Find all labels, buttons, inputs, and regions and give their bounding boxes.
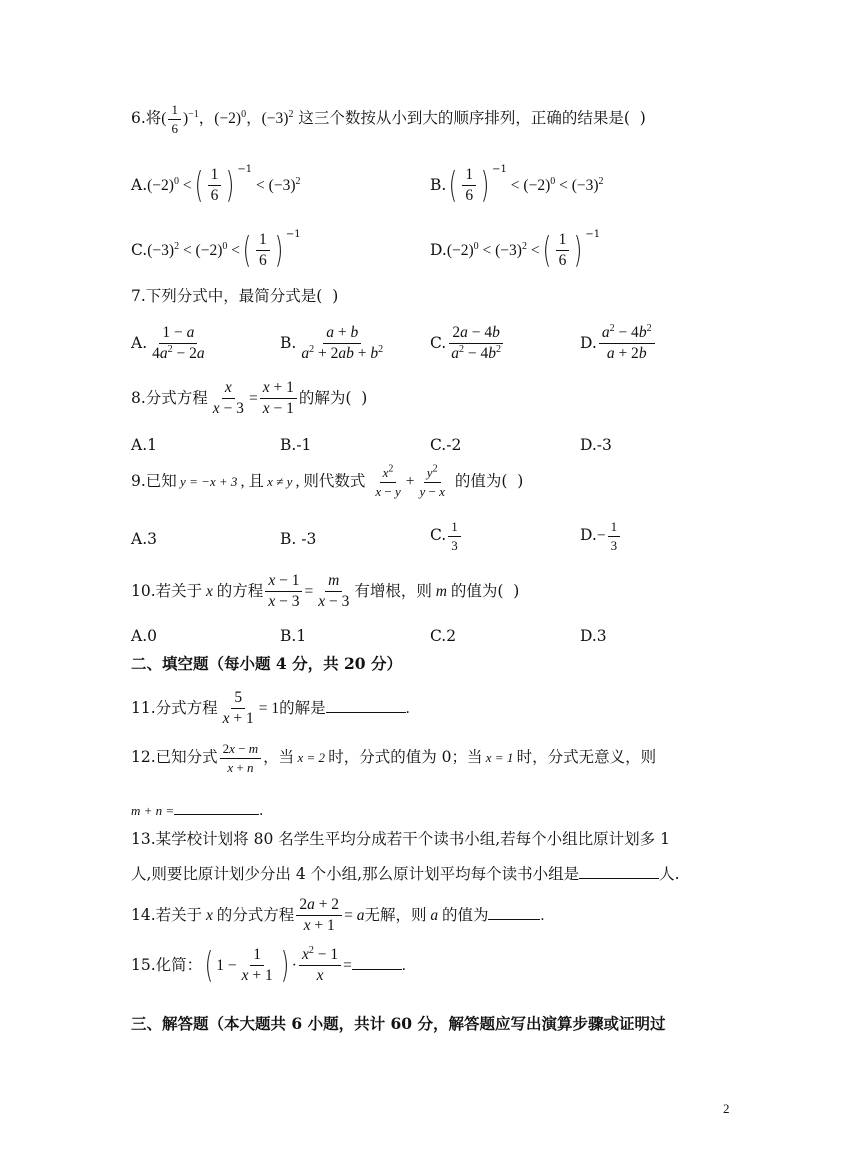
question-6: 6.将( $\frac{1}{6}$ )$^{-1}$，$(-2)^0$，$(-3)^2$ 这三个数按从小到大的顺序排列，正确的结果是( ) <box>131 102 646 136</box>
q9-option-d: D.− $\frac{1}{3}$ <box>580 520 622 552</box>
question-12: 12.已知分式 $\frac{2x - m}{x + n}$ ，当 x = 2 时，分式的值为 0；当 x = 1 时，分式无意义，则 <box>131 741 657 775</box>
q8-option-d: D.-3 <box>580 436 612 454</box>
answer-blank <box>174 800 259 815</box>
q6-option-c: $C.(-3)^2 < (-2)^0$ <( $\frac{1}{6}$ ) $^{-1}$ <box>131 228 301 271</box>
q9-option-c: C. $\frac{1}{3}$ <box>430 520 463 552</box>
question-13-line-1: 13.某学校计划将 80 名学生平均分成若干个读书小组,若每个小组比原计划多 1 <box>131 830 670 848</box>
answer-blank <box>326 698 406 713</box>
q6-option-b: B.( $\frac{1}{6}$ ) $^{-1} < (-2)^0 < (-3)^2$ <box>430 163 604 206</box>
question-7: 7.下列分式中，最简分式是( ) <box>131 287 339 305</box>
question-9: 9.已知 y = −x + 3 , 且 x ≠ y , 则代数式 $\frac{x^2}{x - y}$ + $\frac{y^2}{y - x}$ 的值为( ) <box>131 463 524 499</box>
question-14: 14.若关于 x 的分式方程 $\frac{2a + 2}{x + 1}$ = a无解，则 a 的值为 . <box>131 896 545 935</box>
q10-option-b: B.1 <box>280 627 307 645</box>
question-12-answer: m + n = . <box>131 802 264 819</box>
q9-option-a: A.3 <box>131 530 157 548</box>
answer-blank <box>488 905 540 920</box>
q10-option-d: D.3 <box>580 627 607 645</box>
q8-option-c: C.-2 <box>430 436 462 454</box>
page-number: 2 <box>723 1101 730 1116</box>
q6-text: 这三个数按从小到大的顺序排列，正确的结果是( ) <box>298 109 646 128</box>
q7-option-a: A. $\frac{1 - a}{4a^2 - 2a}$ <box>131 324 205 363</box>
q10-option-c: C.2 <box>430 627 457 645</box>
q9-option-b: B. -3 <box>280 530 317 548</box>
section-2-heading: 二、填空题（每小题 4 分，共 20 分） <box>131 654 402 673</box>
section-3-heading: 三、解答题（本大题共 6 小题，共计 60 分，解答题应写出演算步骤或证明过 <box>131 1014 666 1033</box>
q7-option-b: B. $\frac{a + b}{a^2 + 2ab + b^2}$ <box>280 324 384 363</box>
q8-option-b: B.-1 <box>280 436 312 454</box>
q6-option-a: $A.(-2)^0$ <( $\frac{1}{6}$ ) $^{-1} < (-3)^2$ <box>131 163 301 206</box>
q6-option-d: $D.(-2)^0 < (-3)^2$ <( $\frac{1}{6}$ ) $^{-1}$ <box>430 228 601 271</box>
q7-option-d: D. $\frac{a^2 - 4b^2}{a + 2b}$ <box>580 325 657 363</box>
q8-option-a: A.1 <box>131 436 157 454</box>
answer-blank <box>352 955 402 970</box>
question-8: 8.分式方程 $\frac{x}{x - 3}$ = $\frac{x + 1}{x - 1}$ 的解为( ) <box>131 379 368 418</box>
q6-prefix: 6.将 <box>131 109 162 128</box>
question-10: 10.若关于 x 的方程 $\frac{x - 1}{x - 3}$ = $\frac{m}{x - 3}$ 有增根，则 m 的值为( ) <box>131 572 520 611</box>
question-15: 15.化简：( 1 − $\frac{1}{x + 1}$ ) · $\frac{x^2 - 1}{x}$ = . <box>131 944 406 986</box>
q7-option-c: C. $\frac{2a - 4b}{a^2 - 4b^2}$ <box>430 324 501 363</box>
q10-option-a: A.0 <box>131 627 157 645</box>
question-11: 11.分式方程 $\frac{5}{x + 1}$ = 1的解是 . <box>131 689 410 728</box>
answer-blank <box>579 864 659 879</box>
question-13-line-2: 人,则要比原计划少分出 4 个小组,那么原计划平均每个读书小组是 人. <box>131 865 680 883</box>
